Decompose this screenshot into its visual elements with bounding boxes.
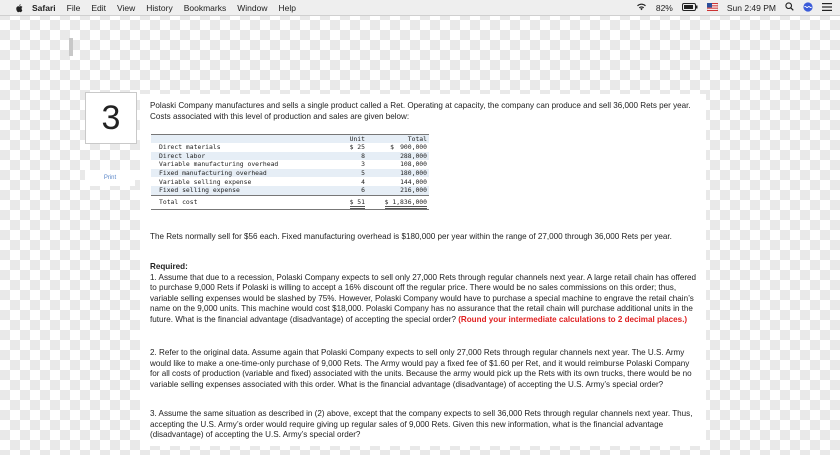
battery-percent: 82%: [655, 2, 673, 13]
flag-icon[interactable]: [707, 3, 718, 13]
menu-edit[interactable]: Edit: [91, 2, 106, 13]
menu-window[interactable]: Window: [237, 2, 268, 13]
menu-view[interactable]: View: [116, 2, 136, 13]
total-label: Total cost: [159, 198, 198, 207]
row-label: Direct materials: [159, 143, 221, 152]
row-label: Variable selling expense: [159, 177, 252, 186]
cost-table: [151, 134, 429, 210]
row-total: 180,000: [400, 169, 427, 178]
menu-app-name[interactable]: Safari: [32, 2, 56, 13]
total-header: Total: [407, 135, 427, 143]
table-row: [151, 160, 429, 169]
row-unit: 8: [361, 151, 365, 160]
part1-rounding-note: (Round your intermediate calculations to 2 decimal places.): [458, 314, 688, 324]
question-intro: Polaski Company manufactures and sells a single product called a Ret. Operating at capacity, the company can produce and sell 36,000 Rets per year. Costs associated with this level of production and sales are given below:: [150, 101, 691, 121]
question-content: [140, 94, 706, 446]
table-row: [151, 152, 429, 161]
price-paragraph: The Rets normally sell for $56 each. Fixed manufacturing overhead is $180,000 per year within the range of 27,000 through 36,000 Rets per year.: [150, 232, 672, 241]
table-row: [151, 177, 429, 186]
battery-icon[interactable]: [682, 3, 698, 13]
row-label: Fixed selling expense: [159, 186, 240, 195]
table-row: [151, 186, 429, 195]
wifi-icon[interactable]: [636, 2, 647, 13]
row-unit: 5: [361, 169, 365, 178]
row-label: Variable manufacturing overhead: [159, 160, 279, 169]
row-total: 900,000: [400, 143, 427, 152]
menu-file[interactable]: File: [66, 2, 81, 13]
status-area: [627, 0, 832, 15]
row-label: Direct labor: [159, 151, 206, 160]
required-section: [150, 262, 698, 326]
menu-help[interactable]: Help: [278, 2, 296, 13]
row-label: Fixed manufacturing overhead: [159, 169, 267, 178]
menu-bookmarks[interactable]: Bookmarks: [183, 2, 227, 13]
menu-bar: [0, 0, 840, 16]
print-link[interactable]: Print: [85, 170, 135, 186]
row-unit: 3: [361, 160, 365, 169]
menu-history[interactable]: History: [146, 2, 173, 13]
table-header: [151, 135, 429, 143]
row-unit: 4: [361, 177, 365, 186]
menu-list-icon[interactable]: [822, 3, 832, 13]
row-unit: 6: [361, 186, 365, 195]
total-amount: $ 1,836,000: [385, 198, 427, 209]
row-total: 108,000: [400, 160, 427, 169]
table-row: [151, 169, 429, 178]
total-row: [151, 195, 429, 209]
clock[interactable]: Sun 2:49 PM: [726, 2, 776, 13]
required-heading: Required:: [150, 262, 188, 271]
part3-text: 3. Assume the same situation as described in (2) above, except that the company expects to sell 36,000 Rets through regular channels next year. Thus, accepting the U.S. Army’s order would require giving up regular sales of 9,000 Rets. Given this new information, what is the financial advantage (disadvantage) of accepting the U.S. Army’s special order?: [150, 409, 693, 440]
siri-icon[interactable]: [803, 2, 813, 14]
row-total: 144,000: [400, 177, 427, 186]
part2-text: 2. Refer to the original data. Assume again that Polaski Company expects to sell only 27,000 Rets through regular channels next year. The U.S. Army would like to make a one-time-only purchase of 9,000 Rets. The Army would pay a fixed fee of $1.60 per Ret, and it would reimburse Polaski Company for all costs of production (variable and fixed) associated with the units. Because the army would pick up the Rets with its own trucks, there would be no variable selling expenses associated with this order. What is the financial advantage (disadvantage) of accepting the U.S. Army’s special order?: [150, 348, 692, 389]
table-row: [151, 143, 429, 152]
row-unit: $ 25: [349, 143, 365, 152]
row-total: 216,000: [400, 186, 427, 195]
apple-icon[interactable]: [14, 3, 24, 13]
part1-text: 1. Assume that due to a recession, Polaski Company expects to sell only 27,000 Rets through regular channels next year. A large retail chain has offered to purchase 9,000 Rets if Polaski is willing to accept a 16% discount off the regular price. There would be no sales commissions on this order; thus, variable selling expenses would be slashed by 75%. However, Polaski Company would have to purchase a special machine to engrave the retail chain’s name on the 9,000 units. This machine would cost $18,000. Polaski Company has no assurance that the retail chain will purchase additional units in the future. What is the financial advantage (disadvantage) of accepting the special order?: [150, 272, 697, 324]
search-icon[interactable]: [785, 2, 794, 13]
question-number: 3: [85, 92, 137, 144]
total-unit: $ 51: [350, 198, 365, 209]
scroll-indicator[interactable]: [69, 38, 73, 56]
unit-header: Unit: [349, 135, 365, 143]
row-total: 288,000: [400, 151, 427, 160]
row-total-prefix: $: [390, 143, 394, 152]
